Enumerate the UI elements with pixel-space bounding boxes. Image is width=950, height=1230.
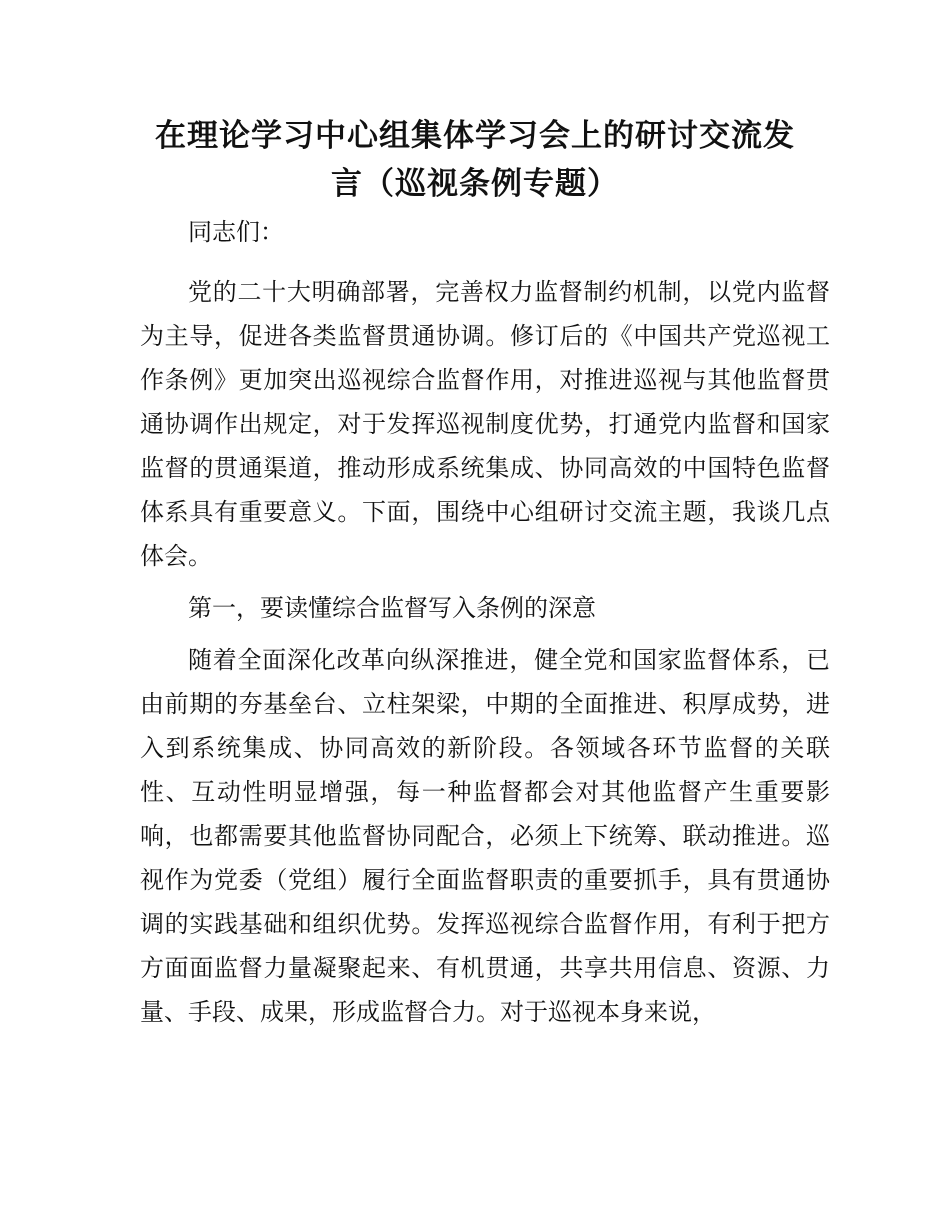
paragraph-intro: 党的二十大明确部署，完善权力监督制约机制，以党内监督为主导，促进各类监督贯通协调。修订后的《中国共产党巡视工作条例》更加突出巡视综合监督作用，对推进巡视与其他监督贯通协调作出规定，对于发挥巡视制度优势，打通党内监督和国家监督的贯通渠道，推动形成系统集成、协同高效的中国特色监督体系具有重要意义。下面，围绕中心组研讨交流主题，我谈几点体会。 [140,278,830,570]
title-line-1: 在理论学习中心组集体学习会上的研讨交流发 [155,118,795,154]
title-line-2: 言（巡视条例专题） [331,166,619,202]
section-heading-1: 第一，要读懂综合监督写入条例的深意 [188,594,596,622]
salutation: 同志们： [188,218,284,246]
document-title [140,112,810,208]
document-body [140,210,830,1042]
paragraph-section-1: 随着全面深化改革向纵深推进，健全党和国家监督体系，已由前期的夯基垒台、立柱架梁，中期的全面推进、积厚成势，进入到系统集成、协同高效的新阶段。各领域各环节监督的关联性、互动性明显增强，每一种监督都会对其他监督产生重要影响，也都需要其他监督协同配合，必须上下统筹、联动推进。巡视作为党委（党组）履行全面监督职责的重要抓手，具有贯通协调的实践基础和组织优势。发挥巡视综合监督作用，有利于把方方面面监督力量凝聚起来、有机贯通，共享共用信息、资源、力量、手段、成果，形成监督合力。对于巡视本身来说， [140,646,830,1026]
